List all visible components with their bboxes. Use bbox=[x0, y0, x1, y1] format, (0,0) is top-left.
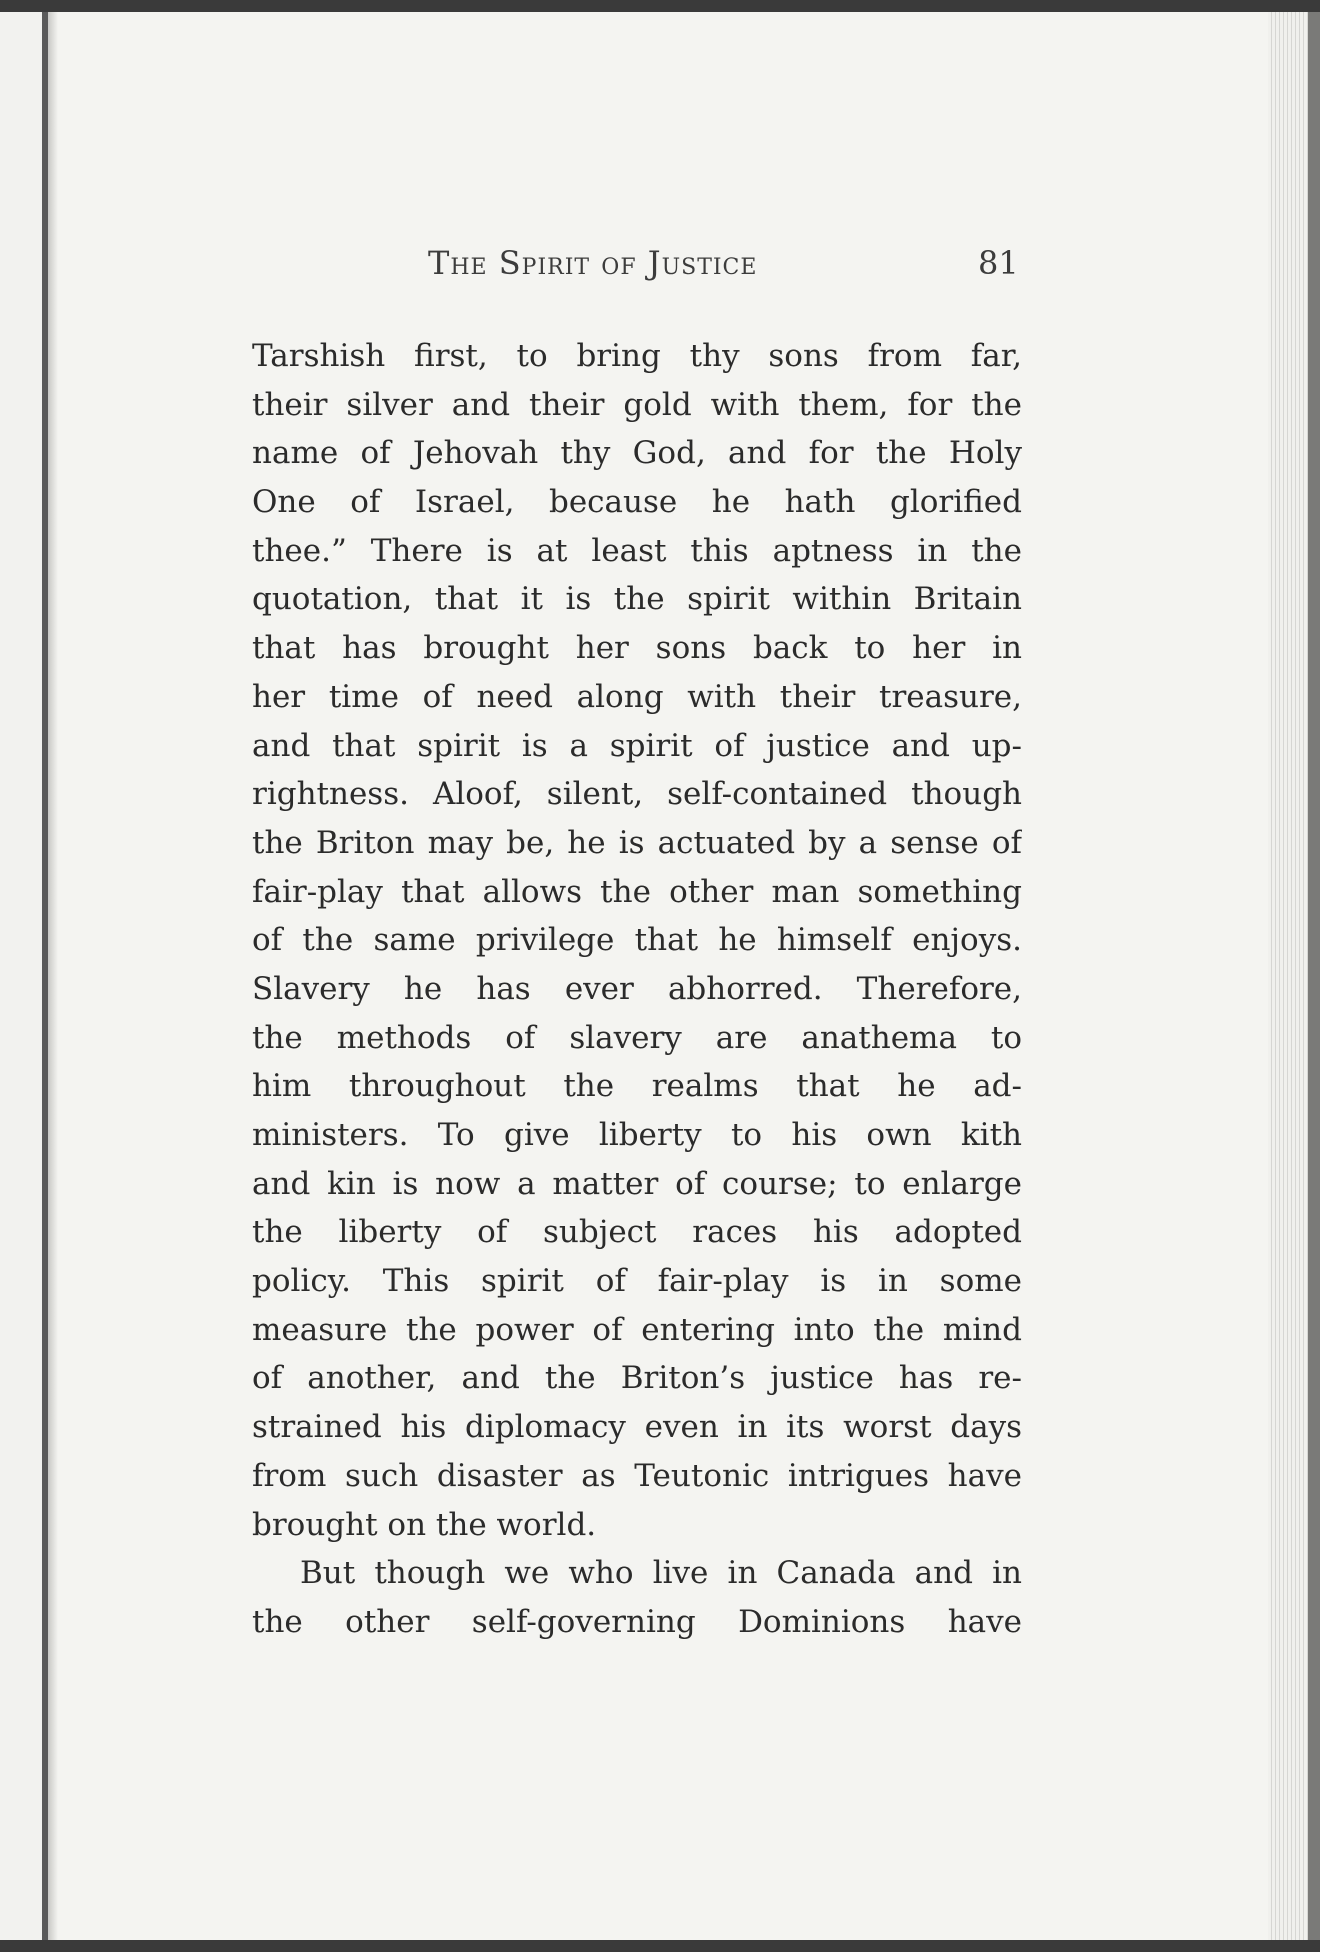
text-line: of the same privilege that he himself enjoys. bbox=[252, 922, 1022, 959]
text-line: the methods of slavery are anathema to bbox=[252, 1019, 1022, 1056]
facing-page-edge bbox=[0, 12, 42, 1940]
running-head bbox=[0, 240, 1320, 290]
body-text bbox=[252, 332, 1022, 1647]
scan-top-edge bbox=[0, 0, 1320, 12]
text-line: rightness. Aloof, silent, self-contained though bbox=[252, 776, 1022, 813]
text-line: her time of need along with their treasure, bbox=[252, 678, 1022, 715]
text-line: and that spirit is a spirit of justice and up- bbox=[252, 727, 1022, 764]
text-line: the Briton may be, he is actuated by a sense of bbox=[252, 824, 1022, 861]
text-line: name of Jehovah thy God, and for the Holy bbox=[252, 435, 1022, 472]
gutter-shadow bbox=[48, 12, 58, 1940]
text-line: from such disaster as Teutonic intrigues have bbox=[252, 1457, 1022, 1494]
text-line: But though we who live in Canada and in bbox=[300, 1555, 1022, 1592]
text-line: him throughout the realms that he ad- bbox=[252, 1068, 1022, 1105]
text-line: strained his diplomacy even in its worst days bbox=[252, 1409, 1022, 1446]
running-title: The Spirit of Justice bbox=[428, 244, 758, 282]
text-line: fair-play that allows the other man something bbox=[252, 873, 1022, 910]
text-line: and kin is now a matter of course; to enlarge bbox=[252, 1165, 1022, 1202]
text-line: that has brought her sons back to her in bbox=[252, 630, 1022, 667]
text-line: quotation, that it is the spirit within Britain bbox=[252, 581, 1022, 618]
text-line: the liberty of subject races his adopted bbox=[252, 1214, 1022, 1251]
text-line: their silver and their gold with them, for the bbox=[252, 386, 1022, 423]
text-line: ministers. To give liberty to his own kith bbox=[252, 1117, 1022, 1153]
text-line: One of Israel, because he hath glorified bbox=[252, 484, 1022, 521]
text-line: of another, and the Briton’s justice has re- bbox=[252, 1360, 1022, 1397]
scan-bottom-edge bbox=[0, 1940, 1320, 1952]
text-line: Tarshish first, to bring thy sons from far, bbox=[252, 338, 1022, 374]
text-line: policy. This spirit of fair-play is in some bbox=[252, 1263, 1022, 1300]
text-line: brought on the world. bbox=[252, 1506, 597, 1543]
cover-edge bbox=[1308, 12, 1320, 1940]
page-number: 81 bbox=[978, 244, 1019, 282]
text-line: measure the power of entering into the mind bbox=[252, 1311, 1022, 1348]
text-line: thee.” There is at least this aptness in the bbox=[252, 532, 1022, 569]
text-line: the other self-governing Dominions have bbox=[252, 1603, 1022, 1640]
text-line: Slavery he has ever abhorred. Therefore, bbox=[252, 970, 1022, 1007]
